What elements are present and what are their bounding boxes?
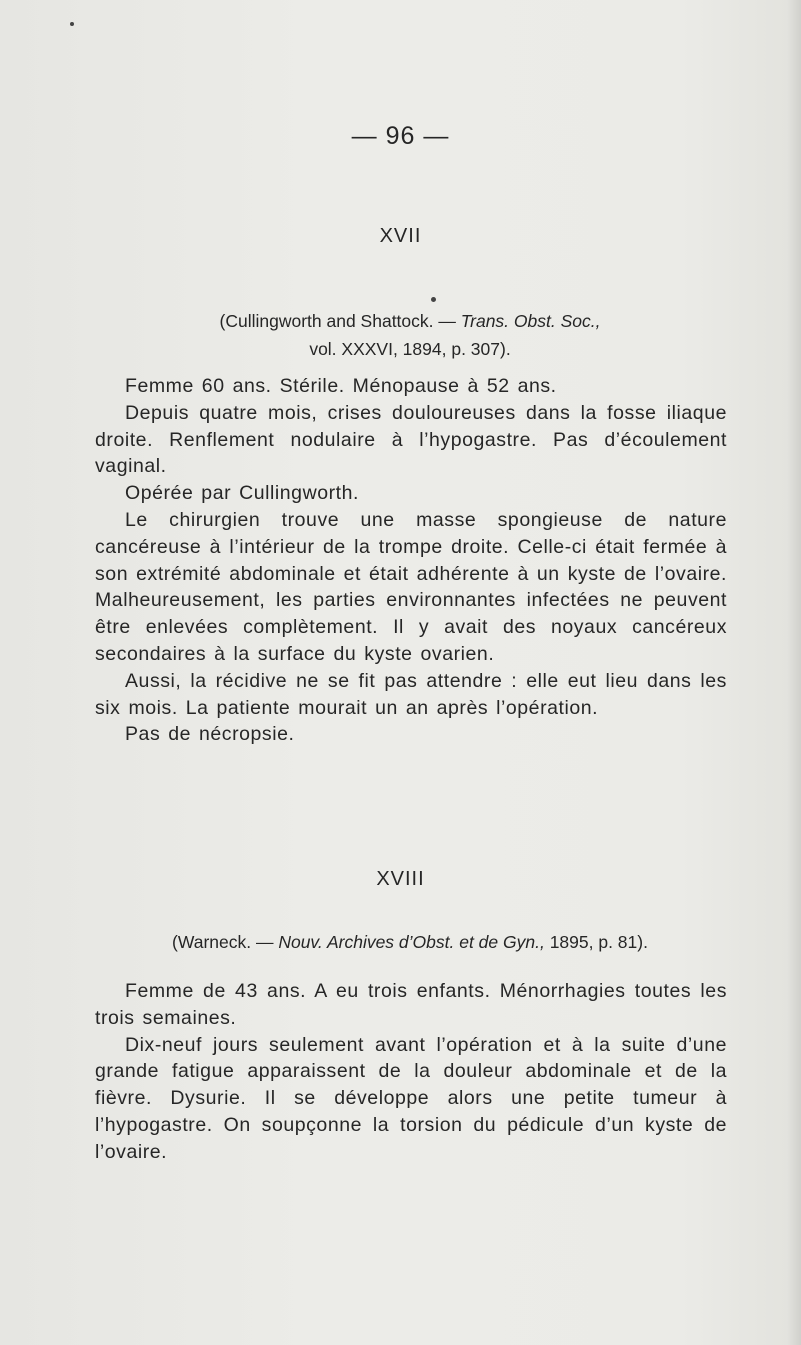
citation-17 bbox=[100, 307, 720, 363]
case-heading-17: XVII bbox=[379, 225, 422, 247]
paragraph: Opérée par Cullingworth. bbox=[125, 482, 359, 505]
paragraph: Depuis quatre mois, crises douloureuses dans la fosse iliaque droite. Renflement nodulaire à l’hypogastre. Pas d’écoulement vaginal. bbox=[95, 401, 727, 478]
paragraph: Aussi, la récidive ne se fit pas attendre : elle eut lieu dans les six mois. La patiente mourait un an après l’opération. bbox=[95, 669, 727, 719]
citation-details: vol. XXXVI, 1894, p. 307). bbox=[309, 339, 511, 359]
paragraph: Femme 60 ans. Stérile. Ménopause à 52 ans. bbox=[125, 375, 557, 397]
citation-18 bbox=[60, 928, 760, 956]
print-speck bbox=[431, 297, 436, 302]
case-body-18 bbox=[95, 978, 727, 1166]
paragraph: Le chirurgien trouve une masse spongieuse de nature cancéreuse à l’intérieur de la trompe droite. Celle-ci était fermée à son extrémité abdominale et était adhérente à un kyste de l’ovaire. Malheureusement, les parties environnantes infectées ne peuvent être enlevées complètement. Il y avait des noyaux cancéreux secondaires à la surface du kyste ovarien. bbox=[95, 508, 727, 665]
page-edge-shadow bbox=[787, 0, 801, 1345]
page-number: — 96 — bbox=[351, 122, 450, 150]
paragraph: Femme de 43 ans. A eu trois enfants. Ménorrhagies toutes les trois semaines. bbox=[95, 980, 727, 1029]
citation-journal: Nouv. Archives d’Obst. et de Gyn., bbox=[278, 932, 545, 952]
citation-authors: (Cullingworth and Shattock. — bbox=[219, 311, 461, 331]
print-speck bbox=[70, 22, 74, 26]
citation-details: 1895, p. 81). bbox=[544, 932, 648, 952]
citation-journal: Trans. Obst. Soc., bbox=[460, 311, 601, 331]
paragraph: Dix-neuf jours seulement avant l’opération et à la suite d’une grande fatigue apparaissent de la douleur abdominale et de la fièvre. Dysurie. Il se développe alors une petite tumeur à l’hypogastre. On soupçonne la torsion du pédicule d’un kyste de l’ovaire. bbox=[95, 1033, 727, 1163]
paragraph: Pas de nécropsie. bbox=[125, 723, 295, 746]
case-heading-18: XVIII bbox=[376, 868, 425, 890]
case-body-17 bbox=[95, 373, 727, 748]
citation-authors: (Warneck. — bbox=[172, 932, 279, 952]
